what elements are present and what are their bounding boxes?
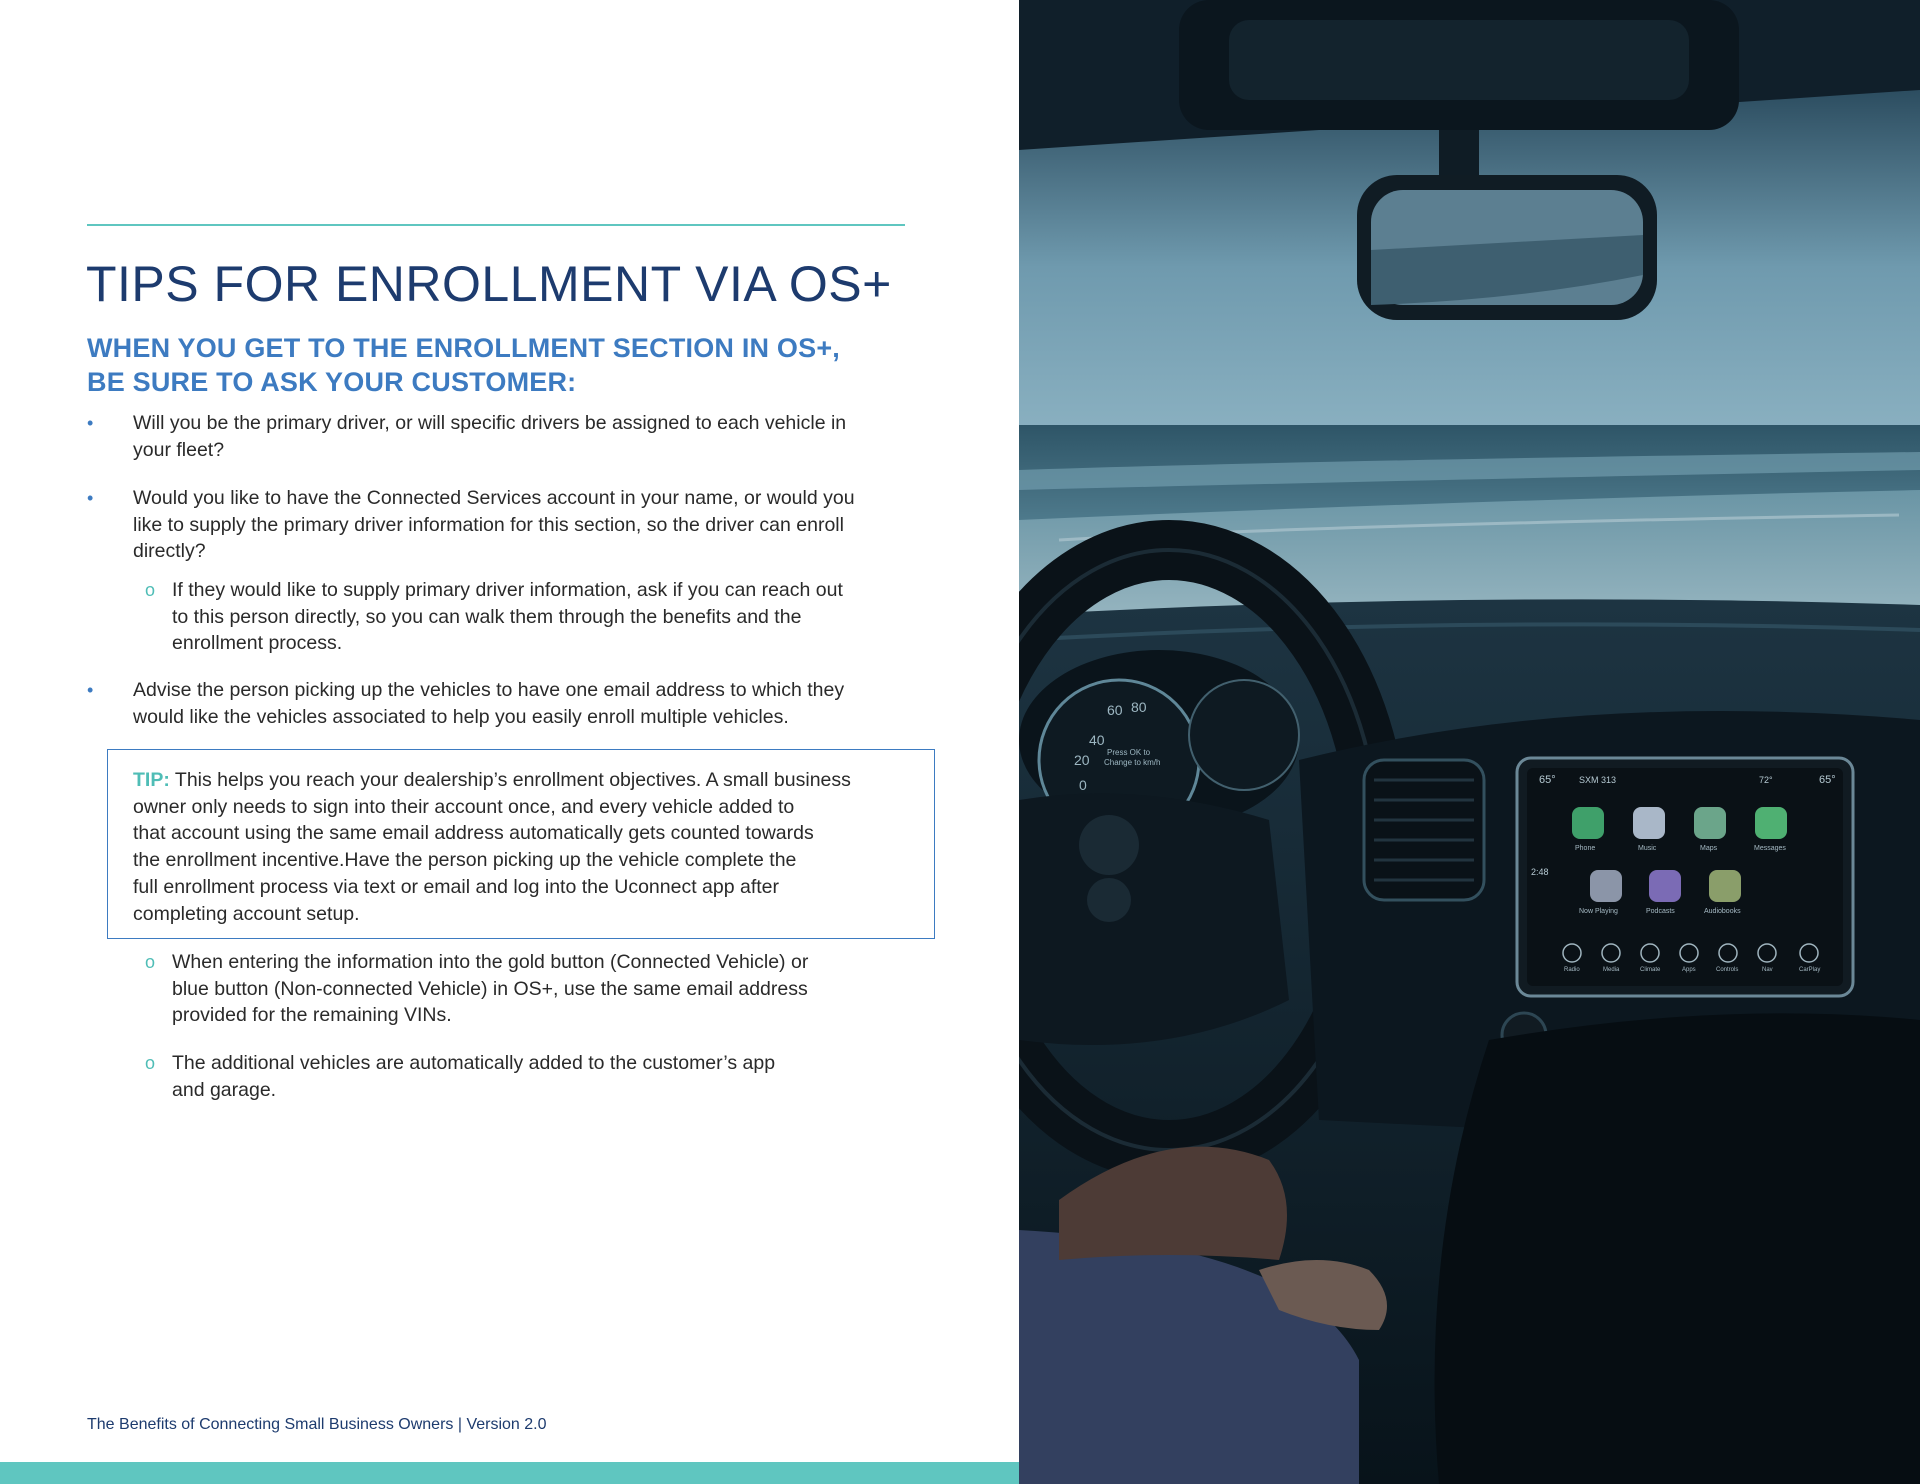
text-line: would like the vehicles associated to help you easily enroll multiple vehicles.: [133, 705, 789, 728]
bullet-text: [133, 410, 907, 463]
gauge-label: 80: [1131, 699, 1147, 715]
sub-bullet-item: [145, 949, 905, 1029]
text-line: to this person directly, so you can walk them through the benefits and the: [172, 605, 802, 628]
dock-label: Apps: [1682, 967, 1696, 973]
screen-temp-right: 65°: [1819, 774, 1836, 786]
section-subtitle: [87, 331, 840, 399]
maps-app-icon[interactable]: [1694, 807, 1726, 839]
text-line: completing account setup.: [133, 902, 360, 925]
bullet-item: [87, 410, 907, 463]
app-label: Music: [1638, 845, 1657, 852]
app-label: Maps: [1700, 845, 1718, 852]
sub-bullet-item: [145, 577, 905, 657]
text-line: and garage.: [172, 1078, 277, 1101]
bullet-dot-icon: •: [87, 413, 94, 433]
text-line: enrollment process.: [172, 632, 343, 655]
bullet-item: [87, 485, 907, 565]
app-label: Phone: [1575, 845, 1596, 852]
header-rule: [87, 224, 905, 226]
subtitle-line: BE SURE TO ASK YOUR CUSTOMER:: [87, 367, 577, 397]
sub-bullet-text: [172, 1050, 905, 1103]
footer-accent-bar: [0, 1462, 1019, 1484]
screen-temp-left: 65°: [1539, 774, 1556, 786]
text-line: like to supply the primary driver information for this section, so the driver can enroll: [133, 513, 844, 536]
gauge-message: Press OK to: [1107, 748, 1151, 757]
text-line: When entering the information into the gold button (Connected Vehicle) or: [172, 951, 809, 973]
bullet-text: [133, 677, 907, 730]
messages-app-icon[interactable]: [1755, 807, 1787, 839]
dock-label: Radio: [1564, 967, 1580, 973]
sub-bullet-text: [172, 577, 905, 657]
podcasts-app-icon[interactable]: [1649, 870, 1681, 902]
text-line: The additional vehicles are automatically added to the customer’s app: [172, 1052, 776, 1074]
app-label: Podcasts: [1646, 908, 1675, 915]
text-line: This helps you reach your dealership’s enrollment objectives. A small business: [169, 769, 851, 791]
circle-bullet-icon: o: [145, 1053, 156, 1073]
audiobooks-app-icon[interactable]: [1709, 870, 1741, 902]
screen-time: 2:48: [1531, 867, 1549, 877]
bullet-dot-icon: •: [87, 680, 94, 700]
text-line: Would you like to have the Connected Services account in your name, or would you: [133, 487, 855, 509]
subtitle-line: WHEN YOU GET TO THE ENROLLMENT SECTION IN OS+,: [87, 333, 841, 363]
gauge-message: Change to km/h: [1104, 758, 1161, 767]
dock-label: Nav: [1762, 967, 1773, 973]
dock-label: CarPlay: [1799, 967, 1821, 973]
screen-station: SXM 313: [1579, 775, 1617, 785]
gauge-label: 0: [1079, 777, 1087, 793]
tip-first-line: [133, 767, 910, 794]
text-line: blue button (Non-connected Vehicle) in OS+, use the same email address: [172, 977, 808, 1000]
screen-outside-temp: 72°: [1759, 775, 1773, 785]
music-app-icon[interactable]: [1633, 807, 1665, 839]
text-line: the enrollment incentive.Have the person picking up the vehicle complete the: [133, 849, 797, 872]
gauge-label: 40: [1089, 732, 1105, 748]
dock-label: Climate: [1640, 967, 1661, 973]
bullet-dot-icon: •: [87, 488, 94, 508]
bullet-item: [87, 677, 907, 730]
gauge-label: 20: [1074, 752, 1090, 768]
bullet-text: [133, 485, 907, 565]
text-line: Will you be the primary driver, or will specific drivers be assigned to each vehicle in: [133, 412, 847, 434]
text-line: Advise the person picking up the vehicles to have one email address to which they: [133, 679, 845, 701]
dock-label: Media: [1603, 967, 1620, 973]
phone-app-icon[interactable]: [1572, 807, 1604, 839]
text-line: owner only needs to sign into their account once, and every vehicle added to: [133, 795, 795, 818]
text-line: full enrollment process via text or email and log into the Uconnect app after: [133, 875, 780, 898]
tip-callout-box: [107, 749, 935, 939]
page-footer: The Benefits of Connecting Small Business Owners | Version 2.0: [87, 1416, 547, 1433]
tip-label: TIP:: [133, 769, 170, 791]
app-label: Messages: [1754, 845, 1786, 852]
sub-bullet-text: [172, 949, 905, 1029]
gauge-label: 60: [1107, 702, 1123, 718]
dock-label: Controls: [1716, 967, 1739, 973]
circle-bullet-icon: o: [145, 952, 156, 972]
text-line: your fleet?: [133, 438, 225, 461]
car-interior-illustration: [1019, 0, 1920, 1484]
page-title: TIPS FOR ENROLLMENT VIA OS+: [86, 256, 892, 312]
app-label: Audiobooks: [1704, 908, 1741, 915]
car-interior-photo: [1019, 0, 1920, 1484]
text-line: If they would like to supply primary driver information, ask if you can reach out: [172, 579, 843, 601]
app-label: Now Playing: [1579, 908, 1618, 915]
text-line: provided for the remaining VINs.: [172, 1004, 452, 1027]
now-playing-app-icon[interactable]: [1590, 870, 1622, 902]
circle-bullet-icon: o: [145, 580, 156, 600]
sub-bullet-item: [145, 1050, 905, 1103]
text-line: directly?: [133, 540, 206, 563]
text-line: that account using the same email address automatically gets counted towards: [133, 822, 814, 845]
